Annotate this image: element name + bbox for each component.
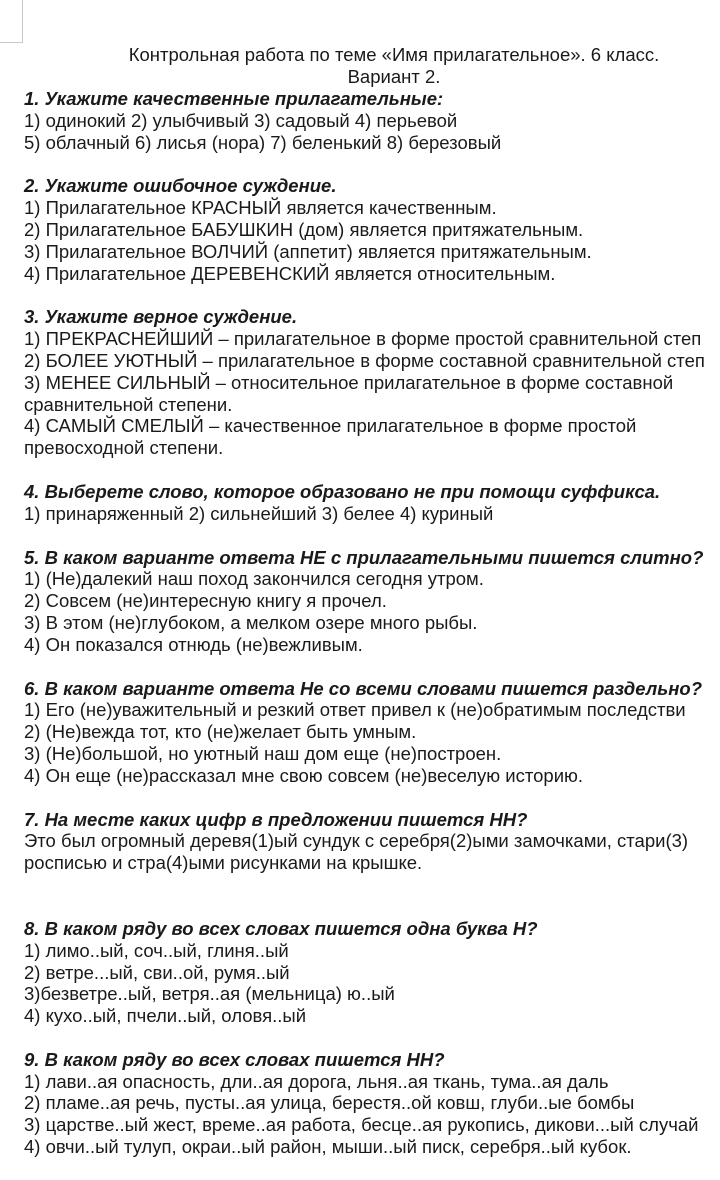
task-answer-line: 1) ПРЕКРАСНЕЙШИЙ – прилагательное в форме простой сравнительной степ	[24, 328, 702, 350]
task-list	[24, 88, 720, 1158]
task-answer-line: 2) Совсем (не)интересную книгу я прочел.	[24, 590, 387, 612]
task-7	[24, 809, 720, 874]
task-answer-line: 1) лави..ая опасность, дли..ая дорога, льня..ая ткань, тума..ая даль	[24, 1070, 609, 1092]
task-question: 7. На месте каких цифр в предложении пишется НН?	[24, 808, 528, 830]
task-answer-line: 4) кухо..ый, пчели..ый, оловя..ый	[24, 1005, 307, 1027]
task-3	[24, 306, 720, 459]
task-answer-line: 2) ветре...ый, сви..ой, румя..ый	[24, 961, 290, 983]
task-6	[24, 678, 720, 787]
task-question: 3. Укажите верное суждение.	[24, 306, 298, 328]
task-answer-line: росписью и стра(4)ыми рисунками на крышке.	[24, 852, 423, 874]
task-answer-line: 3) МЕНЕЕ СИЛЬНЫЙ – относительное прилагательное в форме составной	[24, 371, 674, 393]
task-answer-line: 4) Прилагательное ДЕРЕВЕНСКИЙ является относительным.	[24, 262, 556, 284]
task-question: 6. В каком варианте ответа Не со всеми словами пишется раздельно?	[24, 677, 703, 699]
task-4	[24, 481, 720, 525]
task-8	[24, 918, 720, 1027]
page-corner-marker	[0, 0, 23, 43]
task-answer-line: 4) овчи..ый тулуп, окраи..ый район, мыши..ый писк, серебря..ый кубок.	[24, 1136, 632, 1158]
task-answer-line: 3) В этом (не)глубоком, а мелком озере много рыбы.	[24, 611, 478, 633]
task-answer-line: 4) САМЫЙ СМЕЛЫЙ – качественное прилагательное в форме простой	[24, 415, 637, 437]
task-answer-line: 3) царстве..ый жест, време..ая работа, бесце..ая рукопись, дикови...ый случай	[24, 1114, 699, 1136]
task-question: 4. Выберете слово, которое образовано не при помощи суффикса.	[24, 480, 661, 502]
task-answer-line: 4) Он показался отнюдь (не)вежливым.	[24, 633, 363, 655]
task-question: 8. В каком ряду во всех словах пишется одна буква Н?	[24, 917, 538, 939]
task-question: 2. Укажите ошибочное суждение.	[24, 175, 337, 197]
task-answer-line: 4) Он еще (не)рассказал мне свою совсем (не)веселую историю.	[24, 764, 584, 786]
document-body	[24, 44, 720, 1180]
document-title: Контрольная работа по теме «Имя прилагательное». 6 класс.	[128, 44, 660, 65]
task-5	[24, 547, 720, 656]
task-answer-line: Это был огромный деревя(1)ый сундук с серебря(2)ыми замочками, стари(3)	[24, 830, 689, 852]
task-answer-line: 1) одинокий 2) улыбчивый 3) садовый 4) перьевой	[24, 109, 458, 131]
task-question: 1. Укажите качественные прилагательные:	[24, 88, 444, 109]
task-answer-line: превосходной степени.	[24, 437, 224, 459]
task-answer-line: 5) облачный 6) лисья (нора) 7) беленький 8) березовый	[24, 131, 502, 153]
variant-label: Вариант 2.	[347, 66, 441, 87]
task-answer-line: 1) (Не)далекий наш поход закончился сегодня утром.	[24, 568, 484, 590]
task-answer-line: 1) принаряженный 2) сильнейший 3) белее 4) куриный	[24, 502, 494, 524]
task-answer-line: 3) Прилагательное ВОЛЧИЙ (аппетит) является притяжательным.	[24, 240, 592, 262]
task-question: 9. В каком ряду во всех словах пишется НН?	[24, 1048, 445, 1070]
task-answer-line: 2) Прилагательное БАБУШКИН (дом) является притяжательным.	[24, 218, 584, 240]
task-answer-line: 2) БОЛЕЕ УЮТНЫЙ – прилагательное в форме составной сравнительной степ	[24, 349, 705, 371]
task-answer-line: 3) (Не)большой, но уютный наш дом еще (не)построен.	[24, 742, 502, 764]
task-answer-line: сравнительной степени.	[24, 393, 233, 415]
task-question: 5. В каком варианте ответа НЕ с прилагательными пишется слитно?	[24, 546, 704, 568]
task-answer-line: 1) Прилагательное КРАСНЫЙ является качественным.	[24, 197, 497, 219]
task-9	[24, 1049, 720, 1158]
task-1	[24, 88, 720, 153]
task-answer-line: 1) Его (не)уважительный и резкий ответ привел к (не)обратимым последстви	[24, 699, 686, 721]
task-answer-line: 3)безветре..ый, ветря..ая (мельница) ю..ый	[24, 983, 395, 1005]
task-answer-line: 1) лимо..ый, соч..ый, глиня..ый	[24, 939, 289, 961]
task-answer-line: 2) пламе..ая речь, пусты..ая улица, берестя..ой ковш, глуби..ые бомбы	[24, 1092, 635, 1114]
task-2	[24, 175, 720, 284]
task-answer-line: 2) (Не)вежда тот, кто (не)желает быть умным.	[24, 721, 417, 743]
